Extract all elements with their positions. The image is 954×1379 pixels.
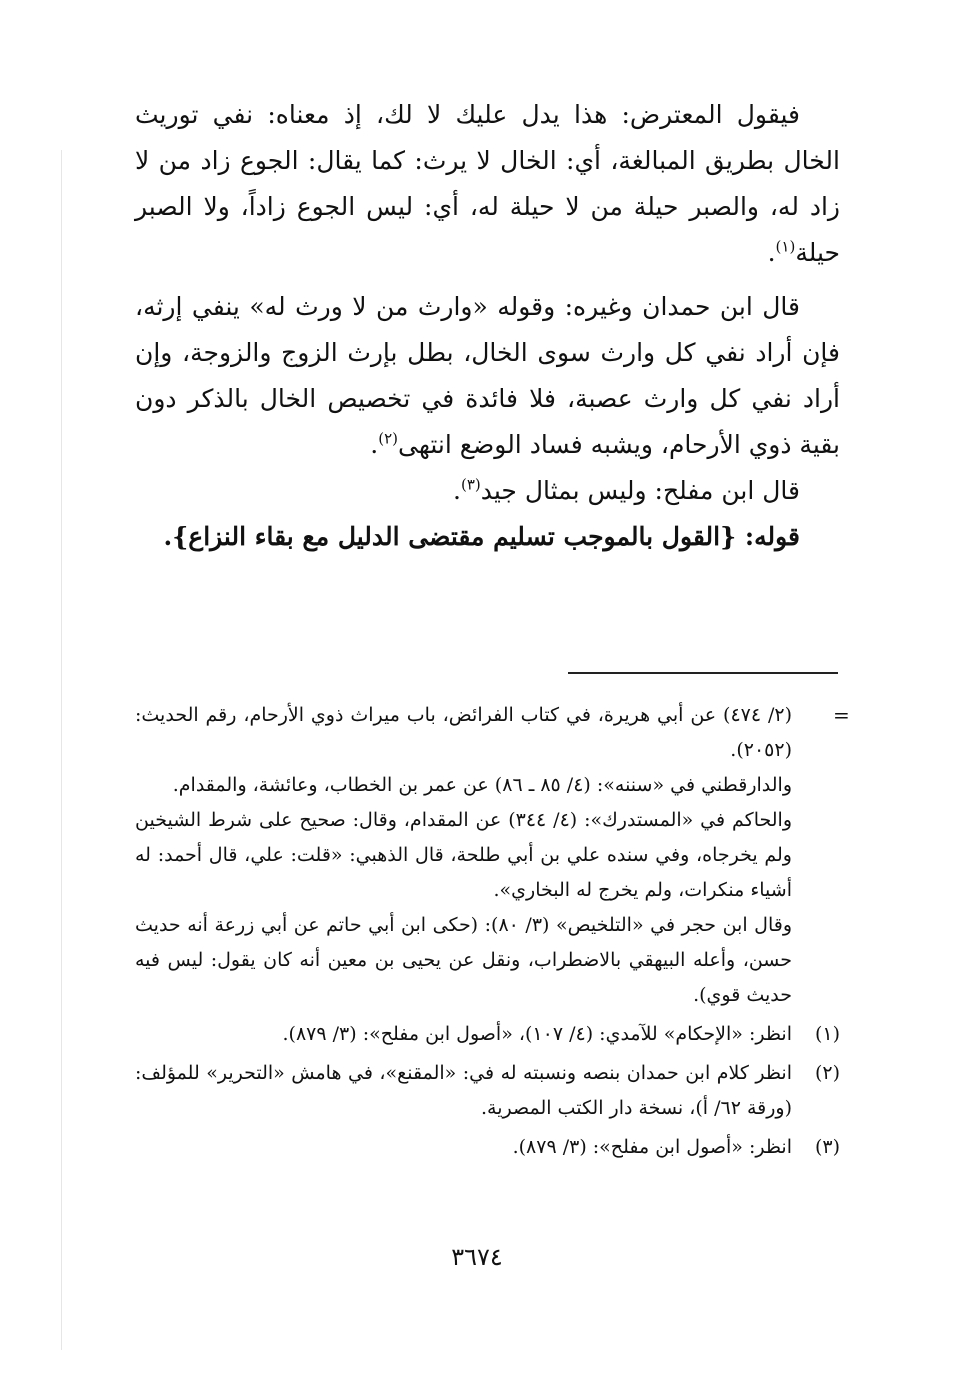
footnote-text: انظر كلام ابن حمدان بنصه ونسبته له في: «المقنع»، في هامش «التحرير» للمؤلف: (ورقة ٦٢/ أ)، نسخة دار الكتب المصرية. bbox=[135, 1062, 792, 1119]
footnote-continuation-line: والحاكم في «المستدرك»: (٤/ ٣٤٤) عن المقدام، وقال: صحيح على شرط الشيخين ولم يخرجاه، وفي سنده علي بن أبي طلحة، قال الذهبي: «قلت: علي، قال أحمد: له أشياء منكرات، ولم يخرج له البخاري». bbox=[135, 809, 792, 901]
footnote-2 bbox=[135, 1056, 840, 1126]
main-text-block bbox=[135, 92, 840, 560]
footnote-continuation-line: والدارقطني في «سننه»: (٤/ ٨٥ ـ ٨٦) عن عمر بن الخطاب، وعائشة، والمقدام. bbox=[172, 774, 792, 796]
page-fold-line bbox=[61, 150, 62, 1350]
paragraph-1-end: . bbox=[767, 238, 776, 267]
paragraph-1-text: فيقول المعترض: هذا يدل عليك لا لك، إذ معناه: نفي توريث الخال بطريق المبالغة، أي: الخال لا يرث: كما يقال: الجوع زاد من لا زاد له، والصبر حيلة من لا حيلة له، أي: ليس الجوع زاداً، ولا الصبر حيلة bbox=[135, 100, 840, 267]
footnote-ref-2[interactable]: (٢) bbox=[378, 429, 398, 448]
footnote-continuation-line: (٢/ ٤٧٤) عن أبي هريرة، في كتاب الفرائض، باب ميراث ذوي الأرحام، رقم الحديث: (٢٠٥٢). bbox=[135, 704, 792, 761]
paragraph-2 bbox=[135, 284, 840, 468]
footnote-3 bbox=[135, 1130, 840, 1165]
footnote-text: انظر: «أصول ابن مفلح»: (٣/ ٨٧٩). bbox=[512, 1136, 792, 1158]
paragraph-3-text: قال ابن مفلح: وليس بمثال جيد bbox=[480, 476, 800, 505]
footnote-continuation-line: وقال ابن حجر في «التلخيص» (٣/ ٨٠): (حكى ابن أبي حاتم عن أبي زرعة أنه حديث حسن، وأعله البيهقي بالاضطراب، ونقل عن يحيى بن معين أنه كان يقول: ليس فيه حديث قوي). bbox=[135, 914, 792, 1006]
footnote-ref-3[interactable]: (٣) bbox=[460, 475, 481, 494]
continuation-mark: = bbox=[833, 703, 850, 727]
footnote-number: (١) bbox=[814, 1023, 840, 1045]
paragraph-4-heading: قوله: {القول بالموجب تسليم مقتضى الدليل مع بقاء النزاع}. bbox=[163, 522, 800, 551]
footnote-text: انظر: «الإحكام» للآمدي: (٤/ ١٠٧)، «أصول ابن مفلح»: (٣/ ٨٧٩). bbox=[282, 1023, 792, 1045]
paragraph-3-end: . bbox=[453, 476, 461, 505]
paragraph-2-end: . bbox=[370, 430, 379, 459]
footnote-1 bbox=[135, 1017, 840, 1052]
footnote-ref-1[interactable]: (١) bbox=[775, 237, 796, 256]
paragraph-2-text: قال ابن حمدان وغيره: وقوله «وارث من لا ورث له» ينفي إرثه، فإن أراد نفي كل وارث سوى الخال، بطل بإرث الزوج والزوجة، وإن أراد نفي كل وارث عصبة، فلا فائدة في تخصيص الخال بالذكر دون بقية ذوي الأرحام، ويشبه فساد الوضع انتهى bbox=[135, 292, 840, 459]
footnote-number: (٢) bbox=[814, 1062, 840, 1084]
footnote-divider bbox=[568, 672, 838, 674]
paragraph-3 bbox=[135, 468, 840, 514]
footnotes-block bbox=[135, 698, 840, 1165]
page-number: ٣٦٧٤ bbox=[451, 1243, 503, 1271]
paragraph-1 bbox=[135, 92, 840, 276]
footnote-number: (٣) bbox=[814, 1136, 840, 1158]
